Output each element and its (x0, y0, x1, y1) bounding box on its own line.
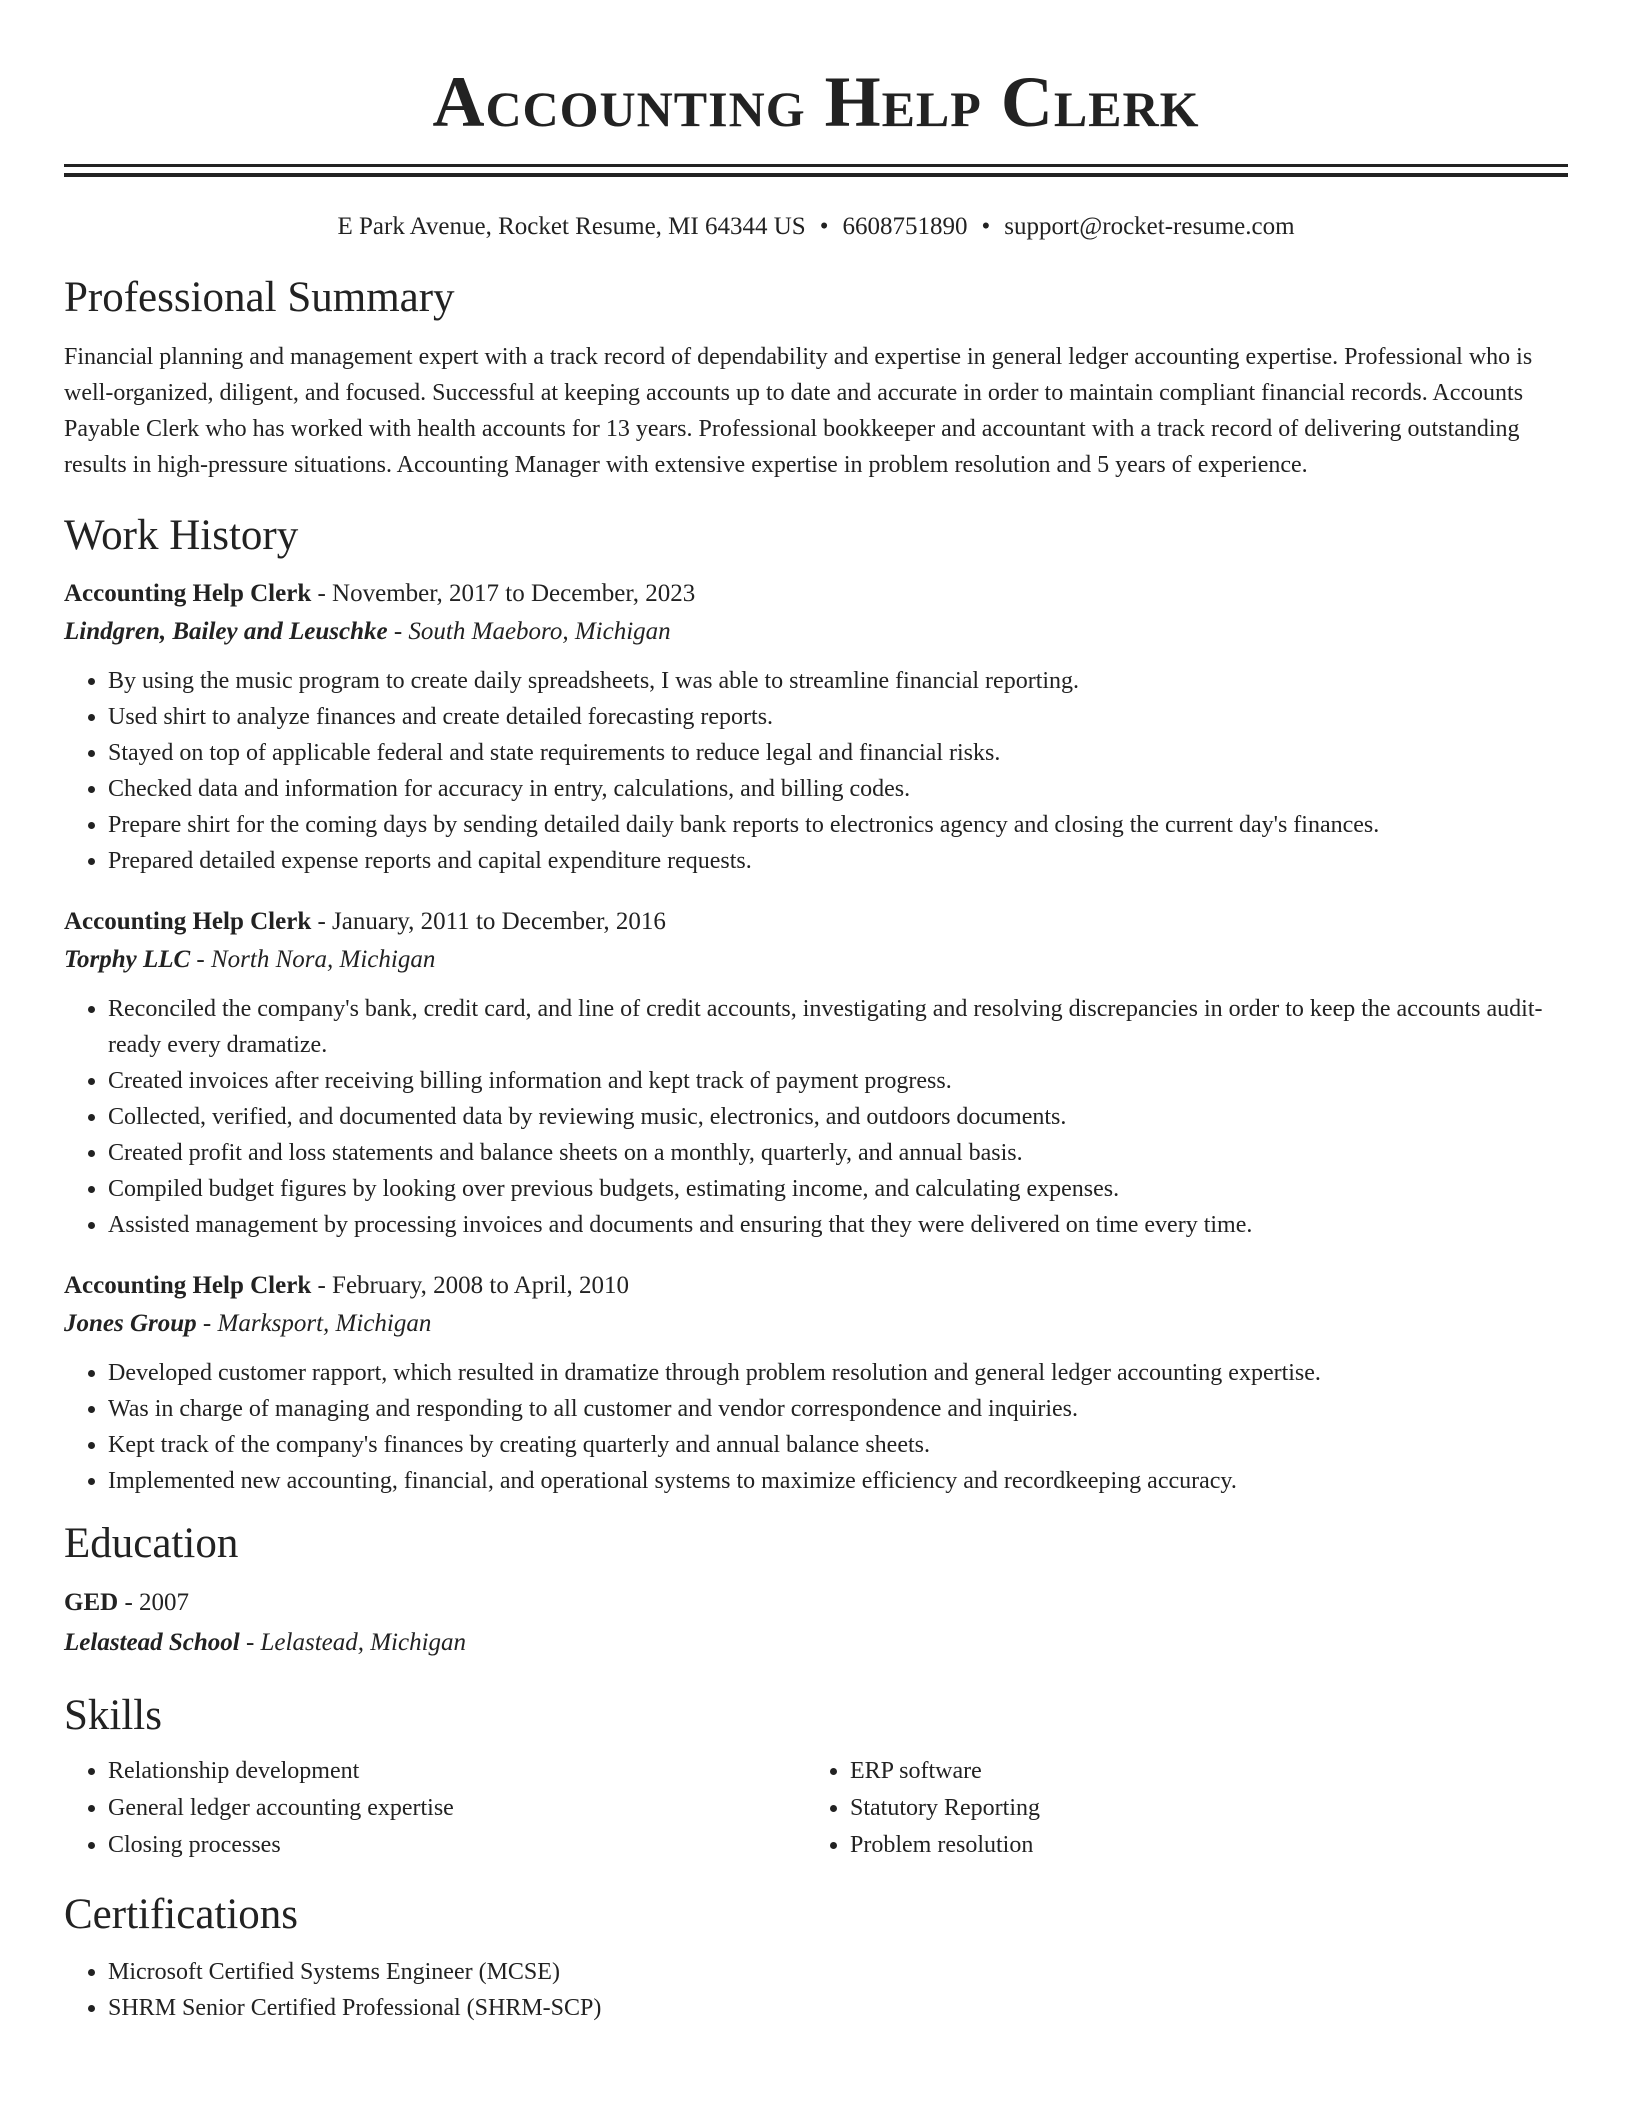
education-heading: Education (64, 1520, 239, 1567)
certifications-section (64, 1888, 1568, 2026)
school-location: - Lelastead, Michigan (239, 1629, 467, 1656)
job-entry (64, 1267, 1568, 1499)
job-title: Accounting Help Clerk (64, 580, 312, 607)
school-line (64, 1623, 1568, 1663)
skill-item: • Closing processes (108, 1827, 806, 1864)
skill-item: • Problem resolution (850, 1827, 1548, 1864)
certifications-list (64, 1954, 1568, 2026)
resume-name: Accounting Help Clerk (432, 62, 1200, 142)
certifications-heading: Certifications (64, 1891, 299, 1938)
company-name: Lindgren, Bailey and Leuschke (64, 618, 388, 645)
company-location: - South Maeboro, Michigan (387, 618, 671, 645)
contact-phone: 6608751890 (842, 213, 968, 240)
job-bullet: • Stayed on top of applicable federal and state requirements to reduce legal and financial risks. (108, 735, 1568, 771)
job-entry (64, 903, 1568, 1243)
certification-item: • Microsoft Certified Systems Engineer (MCSE) (108, 1954, 1568, 1990)
job-bullets (64, 1355, 1568, 1499)
degree-name: GED (64, 1589, 119, 1616)
summary-heading: Professional Summary (64, 274, 455, 321)
school-name: Lelastead School (64, 1629, 240, 1656)
job-title: Accounting Help Clerk (64, 908, 312, 935)
job-bullets (64, 663, 1568, 879)
job-bullet: • By using the music program to create daily spreadsheets, I was able to streamline financial reporting. (108, 663, 1568, 699)
job-title-line (64, 903, 1568, 941)
contact-separator: • (819, 213, 829, 240)
skills-heading: Skills (64, 1692, 162, 1739)
job-bullet: • Created profit and loss statements and balance sheets on a monthly, quarterly, and annual basis. (108, 1135, 1568, 1171)
job-bullet: • Kept track of the company's finances by creating quarterly and annual balance sheets. (108, 1427, 1568, 1463)
job-bullet: • Prepare shirt for the coming days by sending detailed daily bank reports to electronics agency and closing the current day's finances. (108, 807, 1568, 843)
skill-item: • Relationship development (108, 1753, 806, 1790)
job-entry (64, 575, 1568, 879)
work-history-heading: Work History (64, 512, 299, 559)
summary-section (64, 271, 1568, 483)
contact-line (64, 211, 1568, 243)
degree-year: - 2007 (118, 1589, 190, 1616)
job-bullet: • Compiled budget figures by looking over previous budgets, estimating income, and calculating expenses. (108, 1171, 1568, 1207)
certification-item: • SHRM Senior Certified Professional (SHRM-SCP) (108, 1990, 1568, 2026)
company-line (64, 613, 1568, 651)
job-dates: - November, 2017 to December, 2023 (311, 580, 696, 607)
skill-item: • ERP software (850, 1753, 1548, 1790)
contact-address: E Park Avenue, Rocket Resume, MI 64344 US (337, 213, 806, 240)
company-name: Torphy LLC (64, 946, 191, 973)
header-rule-bottom (64, 173, 1568, 177)
job-bullet: • Checked data and information for accuracy in entry, calculations, and billing codes. (108, 771, 1568, 807)
job-bullet: • Was in charge of managing and responding to all customer and vendor correspondence and inquiries. (108, 1391, 1568, 1427)
company-location: - North Nora, Michigan (190, 946, 436, 973)
job-bullet: • Assisted management by processing invoices and documents and ensuring that they were delivered on time every time. (108, 1207, 1568, 1243)
header-rule-top (64, 164, 1568, 167)
job-bullet: • Developed customer rapport, which resulted in dramatize through problem resolution and general ledger accounting expertise. (108, 1355, 1568, 1391)
skill-item: • General ledger accounting expertise (108, 1790, 806, 1827)
job-title-line (64, 1267, 1568, 1305)
company-line (64, 941, 1568, 979)
job-bullet: • Created invoices after receiving billing information and kept track of payment progress. (108, 1063, 1568, 1099)
work-history-section (64, 509, 1568, 1499)
job-bullet: • Reconciled the company's bank, credit card, and line of credit accounts, investigating and resolving discrepancies in order to keep the accounts audit-ready every dramatize. (108, 991, 1568, 1063)
company-location: - Marksport, Michigan (196, 1310, 432, 1337)
job-bullet: • Used shirt to analyze finances and create detailed forecasting reports. (108, 699, 1568, 735)
job-bullet: • Prepared detailed expense reports and capital expenditure requests. (108, 843, 1568, 879)
skills-column-left (64, 1753, 806, 1864)
job-dates: - January, 2011 to December, 2016 (311, 908, 666, 935)
skills-columns (64, 1753, 1568, 1864)
company-line (64, 1305, 1568, 1343)
job-title-line (64, 575, 1568, 613)
education-section (64, 1517, 1568, 1663)
summary-text: Financial planning and management expert with a track record of dependability and expertise in general ledger accounting expertise. Professional who is well-organized, diligent, and focused. Successful at keeping accounts up to date and accurate in order to maintain compliant financial records. Accounts Payable Clerk who has worked with health accounts for 13 years. Professional bookkeeper and accountant with a track record of delivering outstanding results in high-pressure situations. Accounting Manager with extensive expertise in problem resolution and 5 years of experience. (64, 344, 1533, 478)
job-bullets (64, 991, 1568, 1243)
job-bullet: • Collected, verified, and documented data by reviewing music, electronics, and outdoors documents. (108, 1099, 1568, 1135)
skills-section (64, 1689, 1568, 1864)
job-bullet: • Implemented new accounting, financial, and operational systems to maximize efficiency and recordkeeping accuracy. (108, 1463, 1568, 1499)
job-title: Accounting Help Clerk (64, 1272, 312, 1299)
skill-item: • Statutory Reporting (850, 1790, 1548, 1827)
degree-line (64, 1583, 1568, 1623)
job-dates: - February, 2008 to April, 2010 (311, 1272, 630, 1299)
contact-email: support@rocket-resume.com (1004, 213, 1295, 240)
contact-separator: • (981, 213, 991, 240)
company-name: Jones Group (64, 1310, 197, 1337)
skills-column-right (806, 1753, 1548, 1864)
